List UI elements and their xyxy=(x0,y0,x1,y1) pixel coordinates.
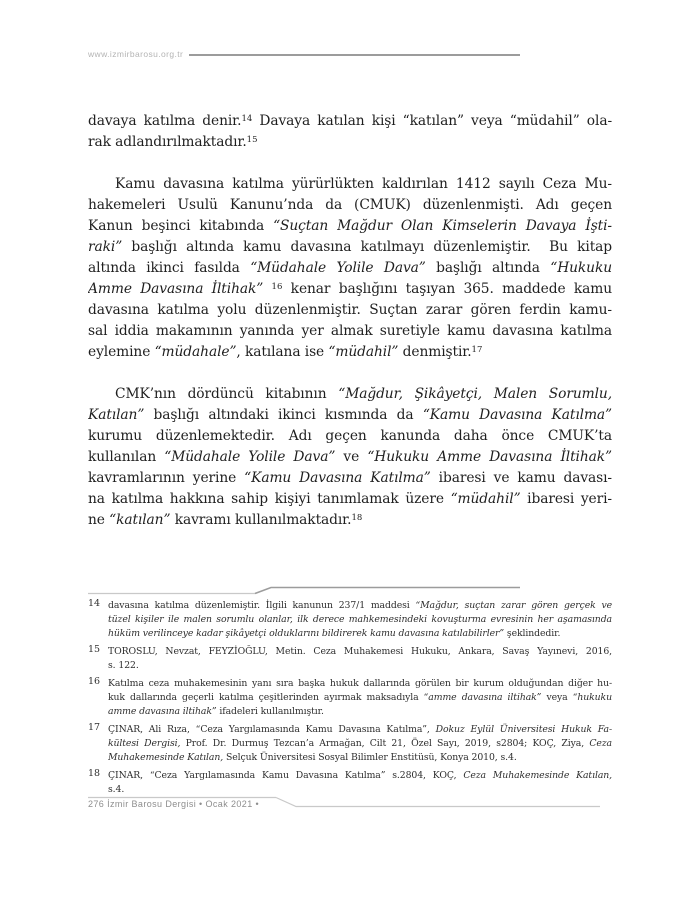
text-line xyxy=(88,279,612,300)
text-run: kavramı kullanılmaktadır. xyxy=(170,512,352,528)
footnote-ref: 18 xyxy=(351,512,363,523)
text-run: “Hukuku Amme Davasına İltihak” xyxy=(367,449,612,465)
text-line xyxy=(88,489,612,510)
footnote-number: 18 xyxy=(88,768,100,779)
text-run: Prof. Dr. Durmuş Tezcan’a Armağan, Cilt 21, Özel Sayı, 2019, s2804; KOÇ, Ziya, xyxy=(180,738,590,749)
footer-text: 276 İzmir Barosu Dergisi • Ocak 2021 • xyxy=(88,799,260,809)
text-run: raki” xyxy=(88,239,123,255)
text-run: kurumu düzenlemektedir. Adı geçen kanunda daha önce CMUK’ta xyxy=(88,428,612,444)
text-line xyxy=(108,769,612,783)
text-run: ve xyxy=(335,449,368,465)
text-run: s.4. xyxy=(108,784,125,795)
text-run: CMK’nın dördüncü kitabının xyxy=(115,386,339,402)
text-line xyxy=(108,723,612,737)
text-run: “Kamu Davasına Katılma” xyxy=(244,470,431,486)
footnote-text xyxy=(108,599,612,641)
footnote-number: 16 xyxy=(88,676,100,687)
text-run: başlığı altında kamu davasına katılmayı düzenlemiştir. Bu kitap xyxy=(122,239,612,255)
text-run: Amme Davasına İltihak” xyxy=(88,281,264,297)
footnote-text xyxy=(108,645,612,673)
footnote-number: 15 xyxy=(88,644,100,655)
text-run: eylemine xyxy=(88,344,155,360)
text-run: , katılana ise xyxy=(236,344,329,360)
text-run: başlığı altında xyxy=(425,260,551,276)
body-paragraph xyxy=(88,111,612,153)
header-rule xyxy=(189,54,520,56)
text-run: kenar başlığını taşıyan 365. maddede kamu xyxy=(282,281,612,297)
text-line xyxy=(88,447,612,468)
text-run: Katılma ceza muhakemesinin yanı sıra başka hukuk dallarında görülen bir kurum olduğundan diğer hu- xyxy=(108,678,612,689)
footnote-text xyxy=(108,677,612,719)
text-run: “Mağdur, Şikâyetçi, Malen Sorumlu, xyxy=(338,386,612,402)
text-line xyxy=(88,510,612,531)
text-line xyxy=(108,613,612,627)
text-run: ÇINAR, Ali Rıza, “Ceza Yargılamasında Kamu Davasına Katılma”, xyxy=(108,724,436,735)
text-line xyxy=(108,659,612,673)
text-run: hakemeleri Usulü Kanunu’nda da (CMUK) düzenlenmişti. Adı geçen xyxy=(88,197,612,213)
footnotes-list xyxy=(88,599,612,801)
body-text xyxy=(88,111,612,552)
text-line xyxy=(108,751,612,765)
footnote-separator xyxy=(88,584,612,596)
page-footer xyxy=(88,799,259,809)
page-header xyxy=(88,49,520,59)
text-run: sal iddia makamının yanında yer almak suretiyle kamu davasına katılma xyxy=(88,323,612,339)
text-run: ifadeleri kullanılmıştır. xyxy=(216,706,324,717)
text-run: ne xyxy=(88,512,110,528)
text-run: başlığı altındaki ikinci kısmında da xyxy=(144,407,423,423)
text-line xyxy=(88,237,612,258)
text-run: ibaresi ve kamu davası- xyxy=(430,470,612,486)
text-run: ibaresi yeri- xyxy=(520,491,612,507)
text-run: kullanılan xyxy=(88,449,165,465)
text-line xyxy=(88,405,612,426)
text-line xyxy=(108,599,612,613)
site-url: www.izmirbarosu.org.tr xyxy=(88,49,184,59)
text-run: hüküm verilinceye kadar şikâyetçi olduklarını bildirerek kamu davasına katılabilirler” xyxy=(108,628,505,639)
text-line xyxy=(108,691,612,705)
text-run: “Kamu Davasına Katılma” xyxy=(422,407,612,423)
text-line xyxy=(108,705,612,719)
text-run: davasına katılma düzenlemiştir. İlgili kanunun 237/1 maddesi xyxy=(108,600,416,611)
text-run: veya xyxy=(541,692,573,703)
footnote-text xyxy=(108,769,612,797)
text-run: kuk dallarında geçerli katılma çeşitlerinden ayırmak maksadıyla xyxy=(108,692,424,703)
text-line xyxy=(88,384,612,405)
text-run: denmiştir. xyxy=(398,344,472,360)
text-run: Katılan” xyxy=(88,407,145,423)
text-run: “Suçtan Mağdur Olan Kimselerin Davaya İşti- xyxy=(273,218,612,234)
text-line xyxy=(88,342,612,363)
text-run: amme davasına iltihak” xyxy=(108,706,217,717)
text-line xyxy=(88,426,612,447)
text-run: s. 122. xyxy=(108,660,139,671)
footnote-item xyxy=(88,645,612,673)
text-line xyxy=(108,677,612,691)
footnote-item xyxy=(88,769,612,797)
text-run: TOROSLU, Nevzat, FEYZİOĞLU, Metin. Ceza Muhakemesi Hukuku, Ankara, Savaş Yayınevi, 2016, xyxy=(108,646,612,657)
text-run: Ceza Muhakemesinde Katılan, xyxy=(463,770,612,781)
footnote-item xyxy=(88,599,612,641)
text-line xyxy=(88,195,612,216)
text-run: ÇINAR, “Ceza Yargılamasında Kamu Davasına Katılma” s.2804, KOÇ, xyxy=(108,770,464,781)
text-run: Kanun beşinci kitabında xyxy=(88,218,274,234)
text-line xyxy=(88,468,612,489)
footnote-text xyxy=(108,723,612,765)
text-line xyxy=(108,627,612,641)
text-run: kavramlarının yerine xyxy=(88,470,245,486)
text-run: Dokuz Eylül Üniversitesi Hukuk Fa- xyxy=(435,724,612,735)
text-run: Ceza xyxy=(589,738,612,749)
text-run: Kamu davasına katılma yürürlükten kaldırılan 1412 sayılı Ceza Mu- xyxy=(115,176,612,192)
text-run: Muhakemesinde Katılan, xyxy=(108,752,224,763)
text-run: şeklindedir. xyxy=(504,628,561,639)
text-run: “katılan” xyxy=(109,512,171,528)
text-run: “müdahil” xyxy=(450,491,521,507)
text-run xyxy=(263,281,271,297)
body-paragraph xyxy=(88,174,612,363)
text-run: Davaya katılan kişi “katılan” veya “müdahil” ola- xyxy=(252,113,612,129)
footnote-ref: 17 xyxy=(471,344,483,355)
text-run: rak adlandırılmaktadır. xyxy=(88,134,247,150)
text-line xyxy=(88,174,612,195)
footnote-ref: 14 xyxy=(241,113,253,124)
text-run: “Müdahale Yolile Dava” xyxy=(250,260,426,276)
text-run: davaya katılma denir. xyxy=(88,113,242,129)
text-run: “müdahil” xyxy=(328,344,399,360)
text-line xyxy=(88,132,612,153)
text-run: altında ikinci fasılda xyxy=(88,260,251,276)
text-line xyxy=(88,258,612,279)
text-line xyxy=(108,737,612,751)
footnote-ref: 15 xyxy=(246,134,258,145)
footnote-number: 14 xyxy=(88,598,100,609)
text-run: “müdahale” xyxy=(154,344,237,360)
text-run: “Hukuku xyxy=(550,260,612,276)
text-line xyxy=(88,111,612,132)
text-run: “Mağdur, suçtan zarar gören gerçek ve xyxy=(415,600,612,611)
text-line xyxy=(108,645,612,659)
text-run: davasına katılma yolu düzenlenmiştir. Suçtan zarar gören ferdin kamu- xyxy=(88,302,612,318)
footnote-number: 17 xyxy=(88,722,100,733)
body-paragraph xyxy=(88,384,612,531)
text-run: “Müdahale Yolile Dava” xyxy=(164,449,336,465)
text-run: “hukuku xyxy=(572,692,612,703)
footnote-item xyxy=(88,723,612,765)
text-line xyxy=(88,300,612,321)
text-run: tüzel kişiler ile malen sorumlu olanlar, ilk derece mahkemesindeki kovuşturma evresinin her aşamasında xyxy=(108,614,612,625)
text-run: na katılma hakkına sahip kişiyi tanımlamak üzere xyxy=(88,491,451,507)
text-run: Selçuk Üniversitesi Sosyal Bilimler Enstitüsü, Konya 2010, s.4. xyxy=(223,752,517,763)
footnote-item xyxy=(88,677,612,719)
text-line xyxy=(88,321,612,342)
text-run: “amme davasına iltihak” xyxy=(423,692,542,703)
text-line xyxy=(88,216,612,237)
text-run: kültesi Dergisi, xyxy=(108,738,181,749)
footnote-ref: 16 xyxy=(271,281,283,292)
